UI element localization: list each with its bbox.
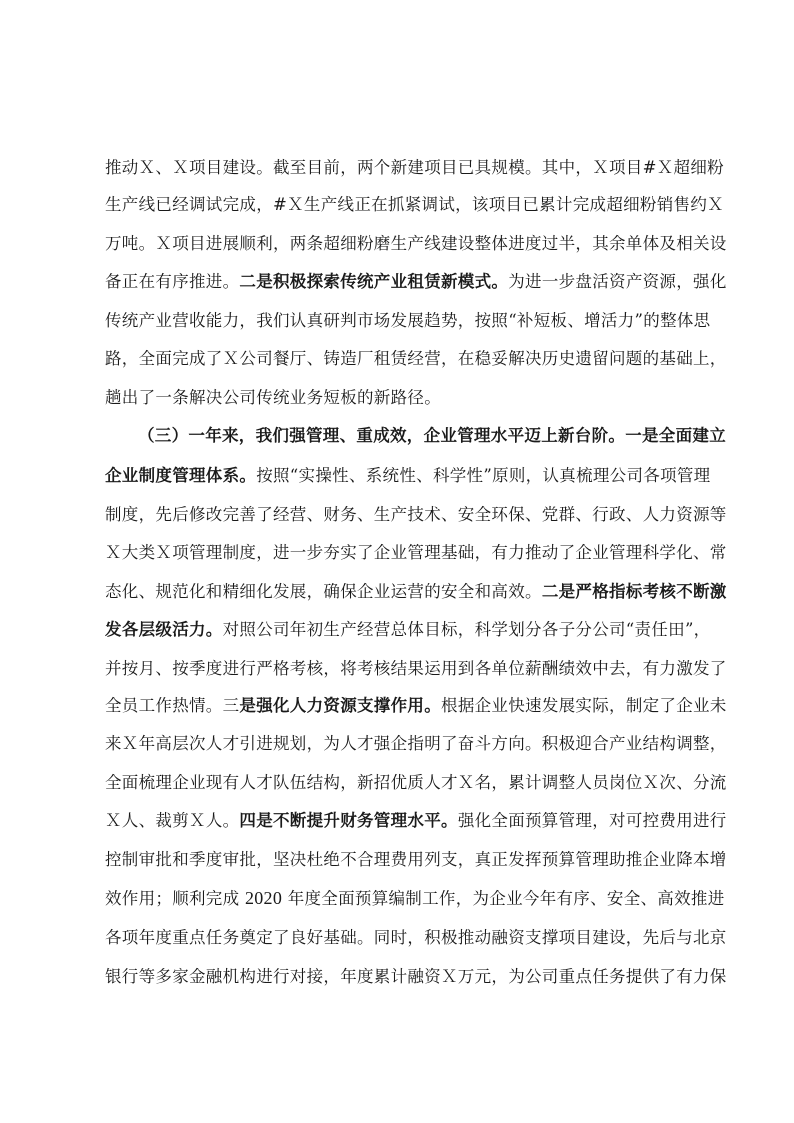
bold-text-segment: 发各层级活力。 [105, 620, 223, 639]
document-body [105, 150, 727, 995]
text-line [105, 150, 724, 185]
text-segment: 效作用；顺利完成 [105, 889, 245, 908]
text-segment: Ｘ大类Ｘ项管理制度，进一步夯实了企业管理基础，有力推动了企业管理科学化、常 [105, 543, 727, 562]
text-line [105, 496, 727, 533]
text-line [105, 416, 726, 456]
bold-text-segment: 二是严格指标考核不断激 [541, 582, 727, 601]
text-line [105, 533, 727, 573]
text-line [105, 918, 727, 958]
text-segment: 万吨。Ｘ项目进展顺利，两条超细粉磨生产线建设整体进度过半，其余单体及相关设 [105, 234, 727, 253]
text-line [105, 379, 690, 416]
text-line [105, 724, 727, 764]
text-line [105, 610, 711, 650]
text-segment: 年度全面预算编制工作，为企业今年有序、安全、高效推进 [282, 889, 725, 908]
bold-text-segment: 四是不断提升财务管理水平。 [239, 811, 458, 830]
text-segment: 生产线已经调试完成，#Ｘ生产线正在抓紧调试，该项目已累计完成超细粉销售约Ｘ [105, 195, 724, 214]
text-line [105, 262, 727, 302]
text-line [105, 687, 727, 724]
text-line [105, 841, 727, 878]
text-line [105, 225, 727, 262]
text-line [105, 878, 725, 918]
bold-text-segment: 是强化人力资源支撑作用。 [239, 696, 442, 715]
text-segment: 银行等多家金融机构进行对接，年度累计融资Ｘ万元，为公司重点任务提供了有力保 [105, 967, 727, 986]
text-segment: Ｘ人、裁剪Ｘ人。 [105, 811, 240, 830]
text-line [105, 302, 711, 339]
text-segment: 制度，先后修改完善了经营、财务、生产技术、安全环保、党群、行政、人力资源等 [105, 505, 727, 524]
text-segment: 为进一步盘活资产资源，强化 [508, 272, 727, 291]
text-segment: 态化、规范化和精细化发展，确保企业运营的安全和高效。 [105, 582, 542, 601]
text-segment: 全员工作热情。三 [105, 696, 240, 715]
text-segment: 并按月、按季度进行严格考核，将考核结果运用到各单位薪酬绩效中去，有力激发了 [105, 659, 727, 678]
text-line [105, 185, 724, 225]
text-segment: 来Ｘ年高层次人才引进规划，为人才强企指明了奋斗方向。积极迎合产业结构调整， [105, 734, 727, 753]
text-segment: 对照公司年初生产经营总体目标，科学划分各子分公司“责任田”， [222, 620, 711, 639]
text-segment: 各项年度重点任务奠定了良好基础。同时，积极推动融资支撑项目建设，先后与北京 [105, 928, 727, 947]
text-segment: 传统产业营收能力，我们认真研判市场发展趋势，按照“补短板、增活力”的整体思 [105, 311, 711, 330]
bold-text-segment: （三）一年来，我们强管理、重成效，企业管理水平迈上新台阶。一是全面建立 [138, 426, 726, 445]
text-line [105, 339, 727, 379]
text-segment: 按照“实操性、系统性、科学性”原则，认真梳理公司各项管理 [256, 466, 711, 485]
text-line [105, 801, 727, 841]
text-segment: 强化全面预算管理，对可控费用进行 [457, 811, 727, 830]
text-segment: 推动Ｘ、Ｘ项目建设。截至目前，两个新建项目已具规模。其中，Ｘ项目#Ｘ超细粉 [105, 158, 724, 177]
text-line [105, 456, 711, 496]
bold-text-segment: 企业制度管理体系。 [105, 466, 257, 485]
text-segment: 根据企业快速发展实际，制定了企业未 [441, 696, 727, 715]
text-line [105, 650, 727, 687]
text-segment: 全面梳理企业现有人才队伍结构，新招优质人才Ｘ名，累计调整人员岗位Ｘ次、分流 [105, 773, 727, 792]
text-segment: 备正在有序推进。 [105, 272, 240, 291]
text-segment: 控制审批和季度审批，坚决杜绝不合理费用列支，真正发挥预算管理助推企业降本增 [105, 850, 727, 869]
text-line [105, 764, 727, 801]
text-line [105, 573, 727, 610]
text-line [105, 958, 727, 995]
text-segment: 2020 [244, 888, 283, 908]
text-segment: 趟出了一条解决公司传统业务短板的新路径。 [105, 388, 441, 407]
text-segment: 路，全面完成了Ｘ公司餐厅、铸造厂租赁经营，在稳妥解决历史遗留问题的基础上， [105, 349, 727, 368]
bold-text-segment: 二是积极探索传统产业租赁新模式。 [239, 272, 509, 291]
